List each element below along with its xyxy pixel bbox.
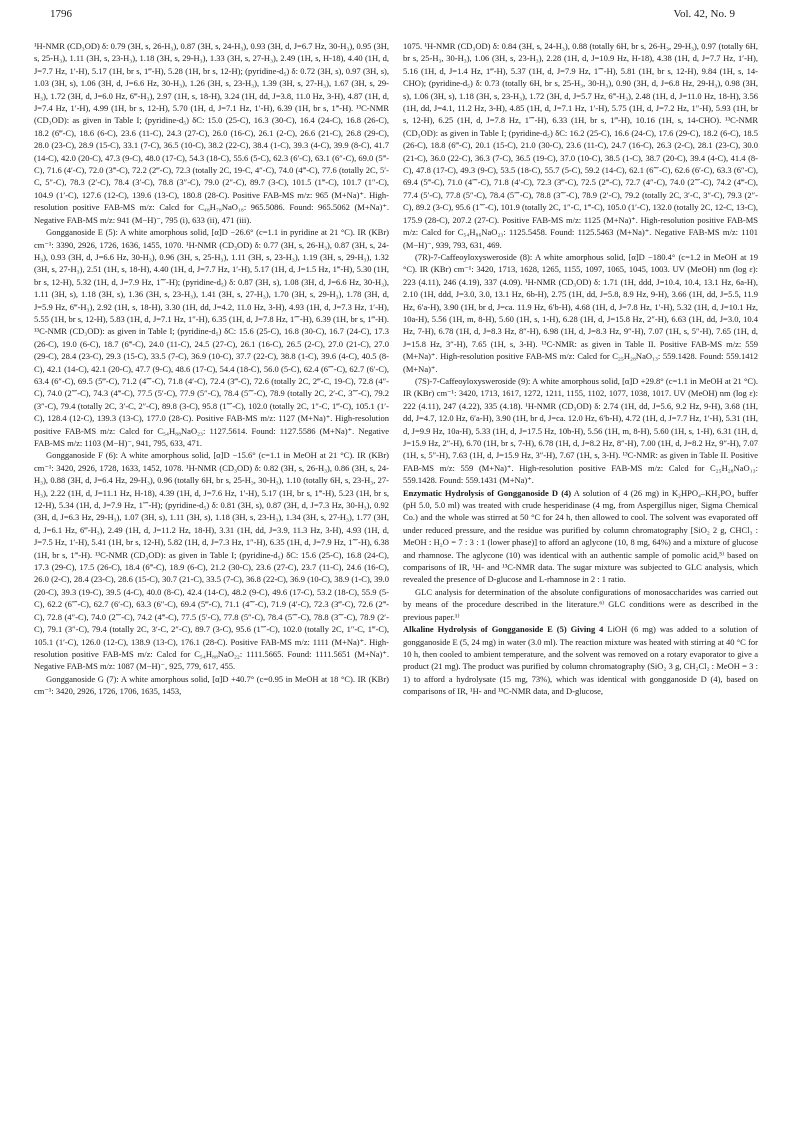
- paragraph-glc-analysis: GLC analysis for determination of the absolute configurations of monosaccharides was carried out by means of the procedure described in the literature.⁶⁾ GLC conditions were as described in the previous paper.¹⁾: [403, 586, 758, 622]
- volume-issue: Vol. 42, No. 9: [673, 8, 735, 20]
- paragraph-nmr-data-continued: ¹H-NMR (CD₃OD) δ: 0.79 (3H, s, 26-H₃), 0.87 (3H, s, 24-H₃), 0.93 (3H, d, J=6.7 Hz, 30-H₃), 0.95 (3H, s, 25-H₃), 1.11 (3H, s, 23-H₃), 1.18 (3H, s, 29-H₃), 1.33 (3H, s, 27-H₃), 2.49 (1H, s, H-18), 4.40 (1H, d, J=7.7 Hz, 1′-H), 5.17 (1H, br s, 1‴-H), 5.28 (1H, br s, 12-H); (pyridine-d₅) δ: 0.72 (3H, s), 0.97 (3H, s), 1.03 (3H, s), 1.06 (3H, d, J=6.6 Hz, 30-H₃), 1.26 (3H, s, 23-H₃), 1.39 (3H, s, 27-H₃), 1.67 (3H, s, 29-H₃), 1.72 (3H, d, J=6.0 Hz, 6‴-H₃), 2.97 (1H, s, 18-H), 3.24 (1H, dd, J=3.8, 11.0 Hz, 3-H), 4.87 (1H, d, J=7.4 Hz, 1′-H), 4.99 (1H, br s, 12-H), 5.70 (1H, d, J=7.1 Hz, 1′-H), 6.39 (1H, br s, 1‴-H). ¹³C-NMR (CD₃OD): as given in Table I; (pyridine-d₅) δC: 15.0 (25-C), 16.3 (30-C), 16.4 (24-C), 16.8 (26-C), 18.2 (6‴-C), 18.6 (6-C), 23.6 (11-C), 24.3 (27-C), 26.0 (16-C), 26.1 (2-C), 26.6 (21-C), 26.8 (29-C), 28.0 (23-C), 28.9 (15-C), 33.1 (7-C), 36.5 (10-C), 38.2 (22-C), 38.4 (1-C), 39.3 (4-C), 39.9 (8-C), 41.7 (14-C), 42.0 (20-C), 47.3 (9-C), 48.0 (17-C), 54.3 (18-C), 55.6 (5-C), 62.3 (6′-C), 63.1 (6″-C), 69.0 (5‴-C), 71.6 (4′-C), 72.0 (3‴-C), 72.2 (2‴-C), 72.3 (totally 2C, 19-C, 4″-C), 74.0 (4‴-C), 77.6 (totally 2C, 5′-C, 5″-C), 78.3 (2′-C), 78.4 (3′-C), 78.8 (3″-C), 79.0 (2″-C), 89.7 (3-C), 101.5 (1‴-C), 101.7 (1″-C), 104.9 (1′-C), 127.6 (12-C), 139.6 (13-C), 180.8 (28-C). Positive FAB-MS m/z: 965 (M+Na)⁺. High-resolution positive FAB-MS m/z: Calcd for C₄₈H₇₈NaO₁₈: 965.5086. Found: 965.5062 (M+Na)⁺. Negative FAB-MS m/z: 941 (M−H)⁻, 795 (i), 633 (ii), 471 (iii).: [34, 41, 389, 225]
- section-heading-enzymatic-hydrolysis: Enzymatic Hydrolysis of Gongganoside D (4): [403, 487, 572, 498]
- paragraph-7s-caffeoyloxysweroside: (7S)-7-Caffeoyloxysweroside (9): A white amorphous solid, [α]D +29.8° (c=1.1 in MeOH at 21 °C). IR (KBr) cm⁻¹: 3420, 1713, 1617, 1272, 1211, 1155, 1102, 1077, 1038, 1017. UV (MeOH) nm (log ε): 222 (4.11), 247 (4.22), 335 (4.18). ¹H-NMR (CD₃OD) δ: 2.74 (1H, dd, J=5.6, 9.2 Hz, 9-H), 3.68 (1H, dd, J=4.7, 12.0 Hz, 6′a-H), 3.90 (1H, br d, J=ca. 12.0 Hz, 6′b-H), 4.72 (1H, d, J=7.7 Hz, 1′-H), 5.31 (1H, d, J=9.9 Hz, 10a-H), 5.33 (1H, d, J=17.5 Hz, 10b-H), 5.56 (1H, m, 8-H), 5.60 (1H, s, 1-H), 6.31 (1H, d, J=15.9 Hz, 2″-H), 6.70 (1H, br s, 7-H), 6.78 (1H, d, J=8.2 Hz, 8″-H), 7.00 (1H, d, J=8.2 Hz, 9″-H), 7.07 (1H, s, 5″-H), 7.63 (1H, d, J=15.9 Hz, 3″-H), 7.67 (1H, s, 3-H). ¹³C-NMR: as given in Table II. Positive FAB-MS m/z: 559 (M+Na)⁺. High-resolution positive FAB-MS m/z: Calcd for C₂₅H₂₈NaO₁₃: 559.1428. Found: 559.1431 (M+Na)⁺.: [403, 375, 758, 486]
- left-column: [34, 40, 389, 698]
- paragraph-gongganoside-g-continued: 1075. ¹H-NMR (CD₃OD) δ: 0.84 (3H, s, 24-H₃), 0.88 (totally 6H, br s, 26-H₃, 29-H₃), 0.97 (totally 6H, br s, 25-H₃, 30-H₃), 1.06 (3H, s, 23-H₃), 2.28 (1H, d, J=10.9 Hz, H-18), 4.38 (1H, d, J=7.7 Hz, 1′-H), 5.16 (1H, d, J=1.4 Hz, 1‴-H), 5.37 (1H, d, J=7.9 Hz, 1⁗-H), 5.81 (1H, br s, 12-H), 9.84 (1H, s, 14-CHO); (pyridine-d₅) δ: 0.73 (totally 6H, br s, 25-H₃, 30-H₃), 0.90 (3H, d, J=6.8 Hz, 29-H₃), 0.98 (3H, s), 1.06 (3H, s), 1.18 (3H, s, 23-H₃), 1.72 (3H, d, J=5.7 Hz, 6‴-H₃), 2.48 (1H, d, J=11.0 Hz, 18-H), 3.56 (1H, dd, J=4.1, 11.2 Hz, 3-H), 4.85 (1H, d, J=7.1 Hz, 1′-H), 5.75 (1H, d, J=7.2 Hz, 1″-H), 5.93 (1H, br s, 12-H), 6.25 (1H, d, J=7.8 Hz, 1⁗-H), 6.33 (1H, br s, 1‴-H), 10.16 (1H, s, 14-CHO). ¹³C-NMR (CD₃OD): as given in Table I; (pyridine-d₅) δC: 16.2 (25-C), 16.6 (24-C), 17.6 (29-C), 18.2 (6-C), 18.5 (26-C), 18.8 (6‴-C), 20.1 (15-C), 21.0 (30-C), 23.6 (11-C), 24.7 (16-C), 26.3 (2-C), 28.1 (23-C), 30.0 (21-C), 36.0 (22-C), 36.3 (7-C), 36.5 (19-C), 37.0 (10-C), 38.5 (1-C), 38.7 (20-C), 39.4 (4-C), 41.4 (8-C), 47.8 (17-C), 49.3 (9-C), 53.5 (18-C), 55.7 (5-C), 59.2 (14-C), 62.1 (6⁗-C), 62.6 (6′-C), 63.3 (6″-C), 69.4 (5‴-C), 71.0 (4⁗-C), 71.8 (4′-C), 72.3 (3‴-C), 72.5 (2‴-C), 72.7 (4″-C), 74.0 (2⁗-C), 74.2 (4‴-C), 77.4 (5′-C), 77.8 (5″-C), 78.4 (5⁗-C), 78.8 (3⁗-C), 78.9 (2′-C), 79.2 (totally 2C, 3′-C, 3″-C), 79.3 (2″-C), 89.2 (3-C), 95.6 (1⁗-C), 101.9 (totally 2C, 1″-C, 1‴-C), 105.0 (1′-C), 132.0 (totally 2C, 12-C, 13-C), 175.9 (28-C), 207.2 (27-C). Positive FAB-MS m/z: 1125 (M+Na)⁺. High-resolution positive FAB-MS m/z: Calcd for C₅₄H₈₆NaO₂₃: 1125.5458. Found: 1125.5463 (M+Na)⁺. Negative FAB-MS m/z: 1101 (M−H)⁻, 939, 793, 631, 469.: [403, 41, 758, 250]
- section-heading-alkaline-hydrolysis: Alkaline Hydrolysis of Gongganoside E (5) Giving 4: [403, 624, 604, 635]
- paragraph-gongganoside-e: Gongganoside E (5): A white amorphous solid, [α]D −26.6° (c=1.1 in pyridine at 21 °C). IR (KBr) cm⁻¹: 3390, 2926, 1726, 1636, 1455, 1070. ¹H-NMR (CD₃OD) δ: 0.77 (3H, s, 26-H₃), 0.87 (3H, s, 24-H₃), 0.93 (3H, d, J=6.6 Hz, 30-H₃), 0.96 (3H, s, 25-H₃), 1.11 (3H, s, 23-H₃), 1.19 (3H, s, 29-H₃), 1.32 (3H, s, 27-H₃), 2.51 (1H, s, 18-H), 4.40 (1H, d, J=7.7 Hz, 1′-H), 5.17 (1H, d, J=1.5 Hz, 1‴-H), 5.30 (1H, br s, 12-H), 5.32 (1H, d, J=7.9 Hz, 1⁗-H); (pyridine-d₅) δ: 0.87 (3H, s), 1.08 (3H, d, J=6.6 Hz, 30-H₃), 1.11 (3H, s), 1.18 (3H, s), 1.36 (3H, s, 23-H₃), 1.41 (3H, s, 27-H₃), 1.70 (3H, s, 29-H₃), 1.78 (3H, d, J=5.9 Hz, 6‴-H₃), 2.92 (1H, s, 18-H), 3.30 (1H, dd, J=4.2, 11.0 Hz, 3-H), 4.93 (1H, d, J=7.3 Hz, 1′-H), 5.55 (1H, br s, 12-H), 5.83 (1H, d, J=7.1 Hz, 1″-H), 6.35 (1H, d, J=7.8 Hz, 1⁗-H), 6.39 (1H, br s, 1‴-H). ¹³C-NMR (CD₃OD): as given in Table I; (pyridine-d₅) δC: 15.6 (25-C), 16.8 (30-C), 16.7 (24-C), 17.3 (26-C), 19.0 (6-C), 18.7 (6‴-C), 24.0 (11-C), 24.5 (27-C), 26.1 (16-C), 26.5 (2-C), 27.0 (21-C), 27.0 (29-C), 28.4 (23-C), 29.3 (15-C), 33.5 (7-C), 36.9 (10-C), 37.7 (22-C), 38.8 (1-C), 39.6 (4-C), 40.5 (8-C), 42.1 (14-C), 42.1 (20-C), 47.7 (9-C), 48.6 (17-C), 54.4 (18-C), 56.0 (5-C), 62.4 (6⁗-C), 62.7 (6′-C), 63.4 (6″-C), 69.5 (5‴-C), 71.2 (4⁗-C), 71.8 (4′-C), 72.4 (3‴-C), 72.6 (totally 2C, 2‴-C, 19-C), 72.8 (4″-C), 74.0 (2⁗-C), 74.3 (4‴-C), 77.5 (5′-C), 77.9 (5″-C), 78.4 (5⁗-C), 78.9 (totally 2C, 2′-C, 3⁗-C), 79.2 (3″-C), 79.4 (totally 2C, 3′-C, 2″-C), 89.8 (3-C), 95.8 (1⁗-C), 102.0 (totally 2C, 1″-C, 1‴-C), 105.1 (1′-C), 128.4 (12-C), 139.3 (13-C), 177.0 (28-C). Positive FAB-MS m/z: 1127 (M+Na)⁺. High-resolution positive FAB-MS m/z: Calcd for C₅₄H₈₈NaO₂₃: 1127.5614. Found: 1127.5586 (M+Na)⁺. Negative FAB-MS m/z: 1103 (M−H)⁻, 941, 795, 633, 471.: [34, 227, 389, 448]
- alkaline-hydrolysis-body: LiOH (6 mg) was added to a solution of gongganoside E (5, 24 mg) in water (3.0 ml). The reaction mixture was heated with stirring at 40 °C for 10 h, then cooled to ambient temperature, and the solvent was removed on a rotary evaporator to give a product (21 mg). The product was purified by column chromatography (SiO₂ 3 g, CH₂Cl₂ : MeOH = 3 : 1) to afford a hydrolysate (15 mg, 73%), which was identical with gongganoside D (4), based on comparisons of IR, ¹H- and ¹³C-NMR data, and D-glucose,: [403, 624, 758, 697]
- right-column: [403, 40, 758, 698]
- paragraph-gongganoside-g: Gongganoside G (7): A white amorphous solid, [α]D +40.7° (c=0.95 in MeOH at 18 °C). IR (KBr) cm⁻¹: 3420, 2926, 1726, 1706, 1635, 1453,: [34, 673, 389, 697]
- paragraph-7r-caffeoyloxysweroside: (7R)-7-Caffeoyloxysweroside (8): A white amorphous solid, [α]D −180.4° (c=1.2 in MeOH at 19 °C). IR (KBr) cm⁻¹: 3420, 1713, 1628, 1265, 1155, 1097, 1065, 1045, 1003. UV (MeOH) nm (log ε): 223 (4.11), 246 (4.19), 337 (4.09). ¹H-NMR (CD₃OD) δ: 1.71 (1H, ddd, J=10.4, 10.4, 13.1 Hz, 6a-H), 2.10 (1H, ddd, J=3.0, 3.0, 13.1 Hz, 6b-H), 2.75 (1H, dd, J=5.8, 8.9 Hz, 9-H), 3.66 (1H, dd, J=5.5, 11.9 Hz, 6′a-H), 3.90 (1H, br d, J=ca. 11.9 Hz, 6′b-H), 4.68 (1H, d, J=7.8 Hz, 1′-H), 5.32 (1H, d, J=10.1 Hz, 10a-H), 5.56 (1H, m, 8-H), 5.60 (1H, s, 1-H), 6.28 (1H, d, J=15.8 Hz, 2″-H), 6.63 (1H, dd, J=3.0, 10.4 Hz, 7-H), 6.78 (1H, d, J=8.3 Hz, 8″-H), 6.98 (1H, d, J=8.3 Hz, 9″-H), 7.07 (1H, s, 5″-H), 7.65 (1H, d, J=15.8 Hz, 3″-H), 7.65 (1H, s, 3-H). ¹³C-NMR: as given in Table II. Positive FAB-MS m/z: 559 (M+Na)⁺. High-resolution positive FAB-MS m/z: Calcd for C₂₅H₂₈NaO₁₃: 559.1428. Found: 559.1412 (M+Na)⁺.: [403, 251, 758, 374]
- paragraph-gongganoside-f: Gongganoside F (6): A white amorphous solid, [α]D −15.6° (c=1.1 in MeOH at 21 °C). IR (KBr) cm⁻¹: 3420, 2926, 1728, 1633, 1452, 1078. ¹H-NMR (CD₃OD) δ: 0.82 (3H, s, 26-H₃), 0.86 (3H, s, 24-H₃), 0.88 (3H, d, J=6.4 Hz, 29-H₃), 0.96 (totally 6H, br s, 25-H₃, 30-H₃), 1.10 (totally 6H, s, 23-H₃, 27-H₃), 2.22 (1H, d, J=11.1 Hz, H-18), 4.39 (1H, d, J=7.6 Hz, 1′-H), 5.17 (1H, br s, 1‴-H), 5.23 (1H, br s, 12-H), 5.34 (1H, d, J=7.9 Hz, 1⁗-H); (pyridine-d₅) δ: 0.81 (3H, s), 0.87 (3H, d, J=7.3 Hz, 30-H₃), 0.92 (3H, d, J=6.3 Hz, 29-H₃), 1.07 (3H, s), 1.11 (3H, s), 1.18 (3H, s, 23-H₃), 1.34 (3H, s, 27-H₃), 1.77 (3H, d, J=6.1 Hz, 6‴-H₃), 2.49 (1H, d, J=11.2 Hz, 18-H), 3.31 (1H, dd, J=3.9, 11.3 Hz, 3-H), 4.93 (1H, d, J=7.5 Hz, 1′-H), 5.41 (1H, br s, 12-H), 5.82 (1H, d, J=7.3 Hz, 1″-H), 6.35 (1H, d, J=7.9 Hz, 1⁗-H), 6.38 (1H, br s, 1‴-H). ¹³C-NMR (CD₃OD): as given in Table I; (pyridine-d₅) δC: 15.6 (25-C), 16.8 (24-C), 17.3 (29-C), 17.5 (26-C), 18.4 (6‴-C), 18.9 (6-C), 21.2 (30-C), 23.6 (27-C), 23.7 (11-C), 24.6 (16-C), 26.0 (2-C), 28.4 (23-C), 28.6 (15-C), 30.7 (21-C), 33.5 (7-C), 36.8 (22-C), 36.9 (10-C), 38.9 (1-C), 39.0 (20-C), 39.3 (19-C), 39.5 (4-C), 40.0 (8-C), 42.4 (14-C), 48.2 (9-C), 49.6 (17-C), 53.2 (18-C), 55.9 (5-C), 62.2 (6⁗-C), 62.7 (6′-C), 63.3 (6″-C), 69.4 (5‴-C), 71.1 (4⁗-C), 71.9 (4′-C), 72.3 (3‴-C), 72.6 (2‴-C), 72.8 (4″-C), 74.0 (2⁗-C), 74.2 (4‴-C), 77.5 (5′-C), 77.8 (5″-C), 78.4 (5⁗-C), 78.8 (3⁗-C), 78.9 (2′-C), 79.1 (3″-C), 79.4 (totally 2C, 3′-C, 2″-C), 89.7 (3-C), 95.6 (1⁗-C), 102.0 (totally 2C, 1″-C, 1‴-C), 105.1 (1′-C), 126.0 (12-C), 138.9 (13-C), 176.1 (28-C). Positive FAB-MS m/z: 1111 (M+Na)⁺. High-resolution positive FAB-MS m/z: Calcd for C₅₄H₈₈NaO₂₂: 1111.5665. Found: 1111.5651 (M+Na)⁺. Negative FAB-MS m/z: 1087 (M−H)⁻, 925, 779, 617, 455.: [34, 450, 389, 672]
- enzymatic-hydrolysis-body: A solution of 4 (26 mg) in K₂HPO₄–KH₂PO₄ buffer (pH 5.0, 5.0 ml) was treated with crude hesperidinase (4 mg, from Aspergillus niger, Sigma Chemical Co.) and the whole was stirred at 50 °C for 24 h, then allowed to cool. The solvent was evaporated off under reduced pressure, and the residue was purified by column chromatography [SiO₂ 2 g, CHCl₃ : MeOH : H₂O = 7 : 3 : 1 (lower phase)] to afford an aglycone (10, 8 mg, 64%) and a mixture of glucose and rhamnose. The aglycone (10) was identical with an authentic sample of pomolic acid,⁵⁾ based on comparisons of IR, ¹H- and ¹³C-NMR data. The sugar mixture was subjected to GLC analysis, which revealed the presence of D-glucose and L-rhamnose in 2 : 1 ratio.: [403, 487, 758, 585]
- page-number: 1796: [50, 8, 72, 20]
